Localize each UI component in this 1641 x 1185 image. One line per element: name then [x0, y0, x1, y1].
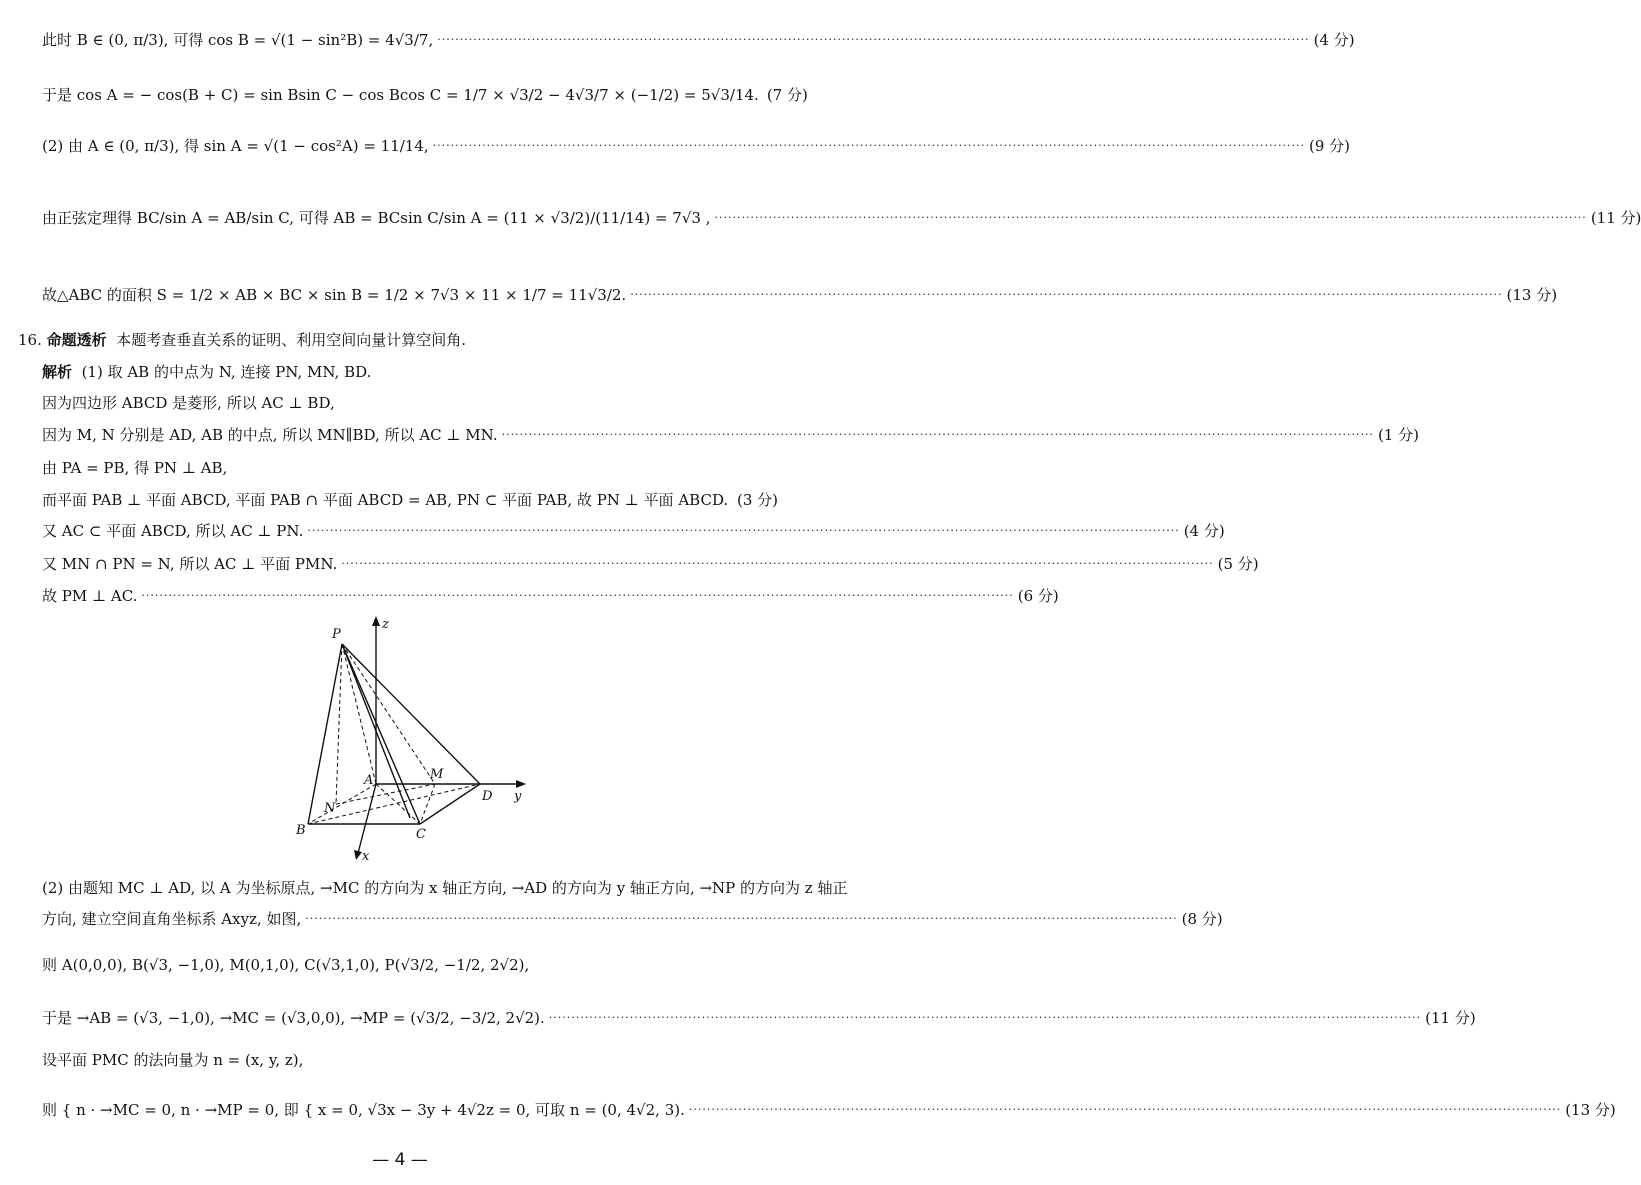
edge-PC [342, 644, 420, 824]
leader-dots [433, 136, 1305, 156]
analysis-line-6 [42, 521, 1225, 541]
line-text: 设平面 PMC 的法向量为 n = (x, y, z), [42, 1051, 304, 1069]
analysis-line-2 [42, 393, 778, 413]
line-text: 而平面 PAB ⊥ 平面 ABCD, 平面 PAB ∩ 平面 ABCD = AB, PN ⊂ 平面 PAB, 故 PN ⊥ 平面 ABCD. [42, 491, 729, 509]
label-D: D [482, 789, 493, 804]
line-text: 由 PA = PB, 得 PN ⊥ AB, [42, 459, 228, 477]
leader-dots [714, 208, 1586, 228]
analysis-line-5 [42, 490, 778, 510]
score: (9 分) [1309, 137, 1351, 155]
score: (13 分) [1506, 286, 1558, 304]
solution-line-5 [42, 285, 1558, 305]
edge-AB [308, 784, 376, 824]
part2-line-6 [42, 1100, 1616, 1120]
question-label: 命题透析 [46, 331, 107, 349]
line-text: 于是 →AB = (√3, −1,0), →MC = (√3,0,0), →MP = (√3/2, −3/2, 2√2). [42, 1009, 545, 1027]
score: (11 分) [1590, 209, 1641, 227]
score: (1 分) [1377, 426, 1419, 444]
leader-dots [502, 425, 1374, 445]
label-N: N [324, 801, 336, 816]
analysis-line-3 [42, 425, 1419, 445]
part2-line-2 [42, 909, 1223, 929]
line-text: 故 PM ⊥ AC. [42, 587, 138, 605]
analysis-label: 解析 [42, 363, 73, 381]
part2-line-3 [42, 955, 778, 975]
line-text: 又 MN ∩ PN = N, 所以 AC ⊥ 平面 PMN. [42, 555, 338, 573]
score: (3 分) [736, 491, 778, 509]
label-C: C [416, 827, 426, 842]
leader-dots [341, 554, 1213, 574]
score: (4 分) [1183, 522, 1225, 540]
line-text: 又 AC ⊂ 平面 ABCD, 所以 AC ⊥ PN. [42, 522, 304, 540]
line-text: 则 { n · →MC = 0, n · →MP = 0, 即 { x = 0, √3x − 3y + 4√2z = 0, 可取 n = (0, 4√2, 3). [42, 1101, 685, 1119]
score: (8 分) [1181, 910, 1223, 928]
analysis-line-4 [42, 458, 778, 478]
line-text: 于是 cos A = − cos(B + C) = sin Bsin C − cos Bcos C = 1/7 × √3/2 − 4√3/7 × (−1/2) = 5√3/14. [42, 86, 759, 104]
leader-dots [305, 909, 1177, 929]
line-text: 方向, 建立空间直角坐标系 Axyz, 如图, [42, 910, 302, 928]
leader-dots [307, 521, 1179, 541]
score: (5 分) [1217, 555, 1259, 573]
leader-dots [437, 30, 1309, 50]
y-axis-arrow [516, 780, 526, 788]
line-text [42, 362, 371, 382]
part2-line-1 [42, 878, 848, 898]
line-text: (2) 由题知 MC ⊥ AD, 以 A 为坐标原点, →MC 的方向为 x 轴正方向, →AD 的方向为 y 轴正方向, →NP 的方向为 z 轴正 [42, 879, 848, 897]
x-axis [357, 784, 376, 857]
label-x: x [362, 849, 370, 864]
part2-line-4 [42, 1008, 1476, 1028]
edge-PB [308, 644, 342, 824]
line-text: 因为 M, N 分别是 AD, AB 的中点, 所以 MN∥BD, 所以 AC ⊥ MN. [42, 426, 498, 444]
label-A: A [364, 773, 374, 788]
analysis-line-8 [42, 586, 1059, 606]
label-M: M [430, 767, 444, 782]
page-number: — 4 — [372, 1150, 428, 1170]
question-number [18, 330, 466, 350]
line-text: 此时 B ∈ (0, π/3), 可得 cos B = √(1 − sin²B) = 4√3/7, [42, 31, 434, 49]
score: (13 分) [1565, 1101, 1616, 1119]
z-axis-arrow [372, 616, 380, 626]
line-text: 故△ABC 的面积 S = 1/2 × AB × BC × sin B = 1/2 × 7√3 × 11 × 1/7 = 11√3/2. [42, 286, 627, 304]
line-text: 则 A(0,0,0), B(√3, −1,0), M(0,1,0), C(√3,1,0), P(√3/2, −1/2, 2√2), [42, 956, 530, 974]
label-B: B [296, 823, 306, 838]
line-text: 因为四边形 ABCD 是菱形, 所以 AC ⊥ BD, [42, 394, 335, 412]
edge-CD [420, 784, 480, 824]
line-text: 由正弦定理得 BC/sin A = AB/sin C, 可得 AB = BCsin C/sin A = (11 × √3/2)/(11/14) = 7√3 , [42, 209, 711, 227]
score: (4 分) [1313, 31, 1355, 49]
question-intro: 本题考查垂直关系的证明、利用空间向量计算空间角. [116, 331, 466, 349]
solution-line-4 [42, 208, 1641, 228]
leader-dots [732, 490, 733, 510]
label-y: y [514, 789, 522, 804]
solution-line-1 [42, 30, 1355, 50]
score: (7 分) [766, 86, 808, 104]
edge-PD [342, 644, 480, 784]
solution-line-2 [42, 85, 808, 105]
edge-AC [376, 784, 420, 824]
analysis-text: (1) 取 AB 的中点为 N, 连接 PN, MN, BD. [81, 363, 372, 381]
analysis-line-7 [42, 554, 1259, 574]
label-P: P [332, 627, 341, 642]
edge-MN [336, 784, 435, 804]
pyramid-figure [270, 612, 540, 867]
leader-dots [689, 1100, 1561, 1120]
line-text: (2) 由 A ∈ (0, π/3), 得 sin A = √(1 − cos²A) = 11/14, [42, 137, 429, 155]
x-axis-arrow [354, 850, 362, 860]
part2-line-5 [42, 1050, 778, 1070]
score: (11 分) [1425, 1009, 1476, 1027]
question-number-text: 16. [18, 331, 42, 349]
edge-PA [342, 644, 376, 784]
solution-line-3 [42, 136, 1351, 156]
analysis-line-1 [42, 362, 778, 382]
leader-dots [141, 586, 1013, 606]
label-z: z [382, 617, 389, 632]
leader-dots [549, 1008, 1421, 1028]
score: (6 分) [1017, 587, 1059, 605]
edge-MC [420, 784, 435, 824]
leader-dots [630, 285, 1502, 305]
